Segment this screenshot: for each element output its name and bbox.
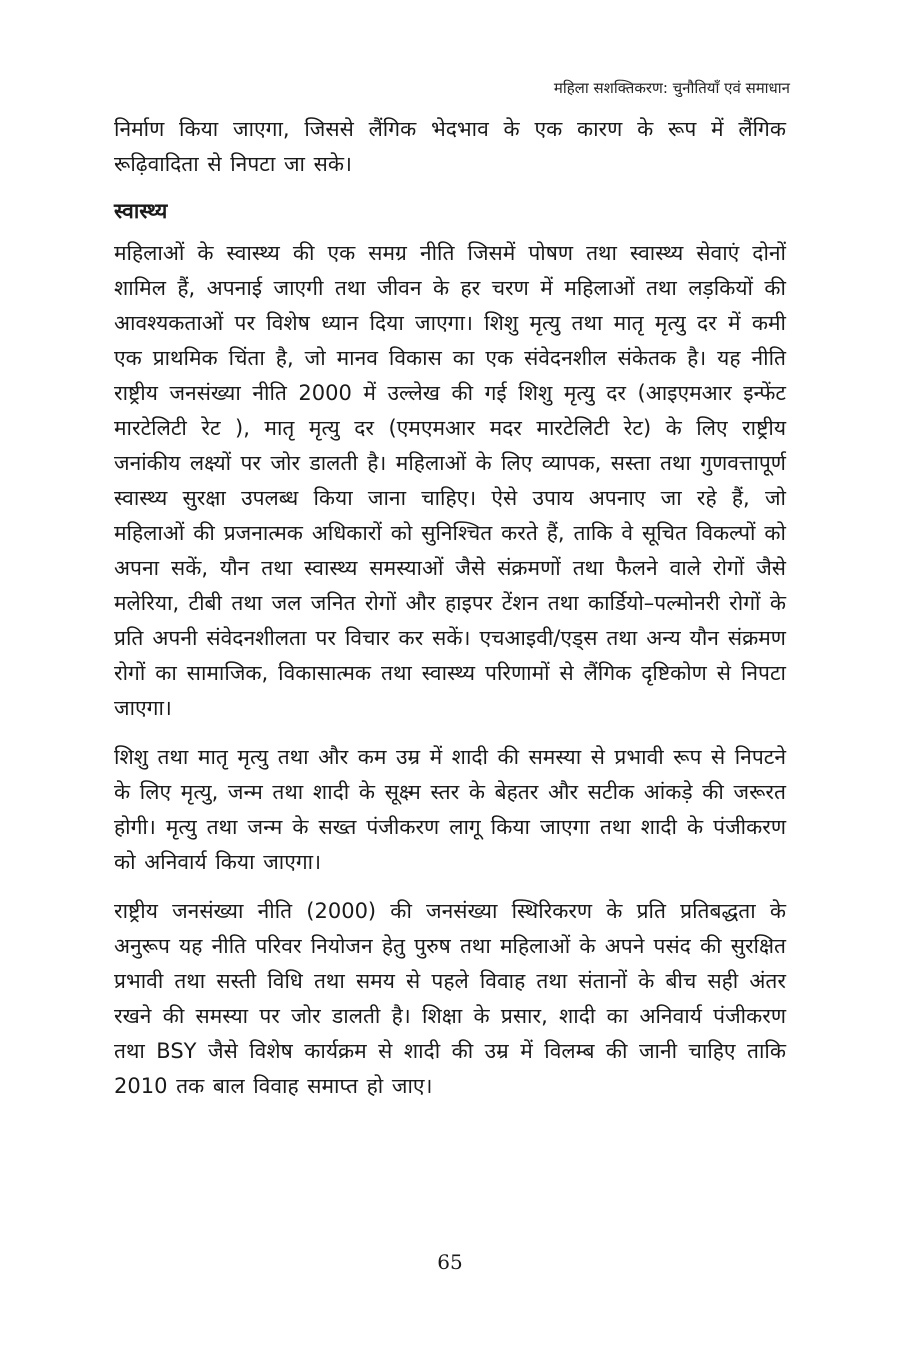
running-header: महिला सशक्तिकरण: चुनौतियाँ एवं समाधान <box>553 79 790 97</box>
body-paragraph: महिलाओं के स्वास्थ्य की एक समग्र नीति जिसमें पोषण तथा स्वास्थ्य सेवाएं दोनों शामिल हैं, अपनाई जाएगी तथा जीवन के हर चरण में महिलाओं तथा लड़कियों की आवश्यकताओं पर विशेष ध्यान दिया जाएगा। शिशु मृत्यु तथा मातृ मृत्यु दर में कमी एक प्राथमिक चिंता है, जो मानव विकास का एक संवेदनशील संकेतक है। यह नीति राष्ट्रीय जनसंख्या नीति 2000 में उल्लेख की गई शिशु मृत्यु दर (आइएमआर इन्फेंट मारटेलिटी रेट ), मातृ मृत्यु दर (एमएमआर मदर मारटेलिटी रेट) के लिए राष्ट्रीय जनांकीय लक्ष्यों पर जोर डालती है। महिलाओं के लिए व्यापक, सस्ता तथा गुणवत्तापूर्ण स्वास्थ्य सुरक्षा उपलब्ध किया जाना चाहिए। ऐसे उपाय अपनाए जा रहे हैं, जो महिलाओं की प्रजनात्मक अधिकारों को सुनिश्चित करते हैं, ताकि वे सूचित विकल्पों को अपना सकें, यौन तथा स्वास्थ्य समस्याओं जैसे संक्रमणों तथा फैलने वाले रोगों जैसे मलेरिया, टीबी तथा जल जनित रोगों और हाइपर टेंशन तथा कार्डियो–पल्मोनरी रोगों के प्रति अपनी संवेदनशीलता पर विचार कर सकें। एचआइवी/एड्स तथा अन्य यौन संक्रमण रोगों का सामाजिक, विकासात्मक तथा स्वास्थ्य परिणामों से लैंगिक दृष्टिकोण से निपटा जाएगा। <box>114 241 786 720</box>
page-body <box>114 112 786 1118</box>
intro-paragraph: निर्माण किया जाएगा, जिससे लैंगिक भेदभाव के एक कारण के रूप में लैंगिक रूढ़िवादिता से निपटा जा सके। <box>114 117 786 176</box>
body-paragraph: राष्ट्रीय जनसंख्या नीति (2000) की जनसंख्या स्थिरिकरण के प्रति प्रतिबद्धता के अनुरूप यह नीति परिवर नियोजन हेतु पुरुष तथा महिलाओं के अपने पसंद की सुरक्षित प्रभावी तथा सस्ती विधि तथा समय से पहले विवाह तथा संतानों के बीच सही अंतर रखने की समस्या पर जोर डालती है। शिक्षा के प्रसार, शादी का अनिवार्य पंजीकरण तथा BSY जैसे विशेष कार्यक्रम से शादी की उम्र में विलम्ब की जानी चाहिए ताकि 2010 तक बाल विवाह समाप्त हो जाए। <box>114 899 786 1098</box>
section-heading-health: स्वास्थ्य <box>114 199 168 223</box>
body-paragraph: शिशु तथा मातृ मृत्यु तथा और कम उम्र में शादी की समस्या से प्रभावी रूप से निपटने के लिए मृत्यु, जन्म तथा शादी के सूक्ष्म स्तर के बेहतर और सटीक आंकड़े की जरूरत होगी। मृत्यु तथा जन्म के सख्त पंजीकरण लागू किया जाएगा तथा शादी के पंजीकरण को अनिवार्य किया जाएगा। <box>114 745 786 874</box>
page-number: 65 <box>437 1250 463 1274</box>
